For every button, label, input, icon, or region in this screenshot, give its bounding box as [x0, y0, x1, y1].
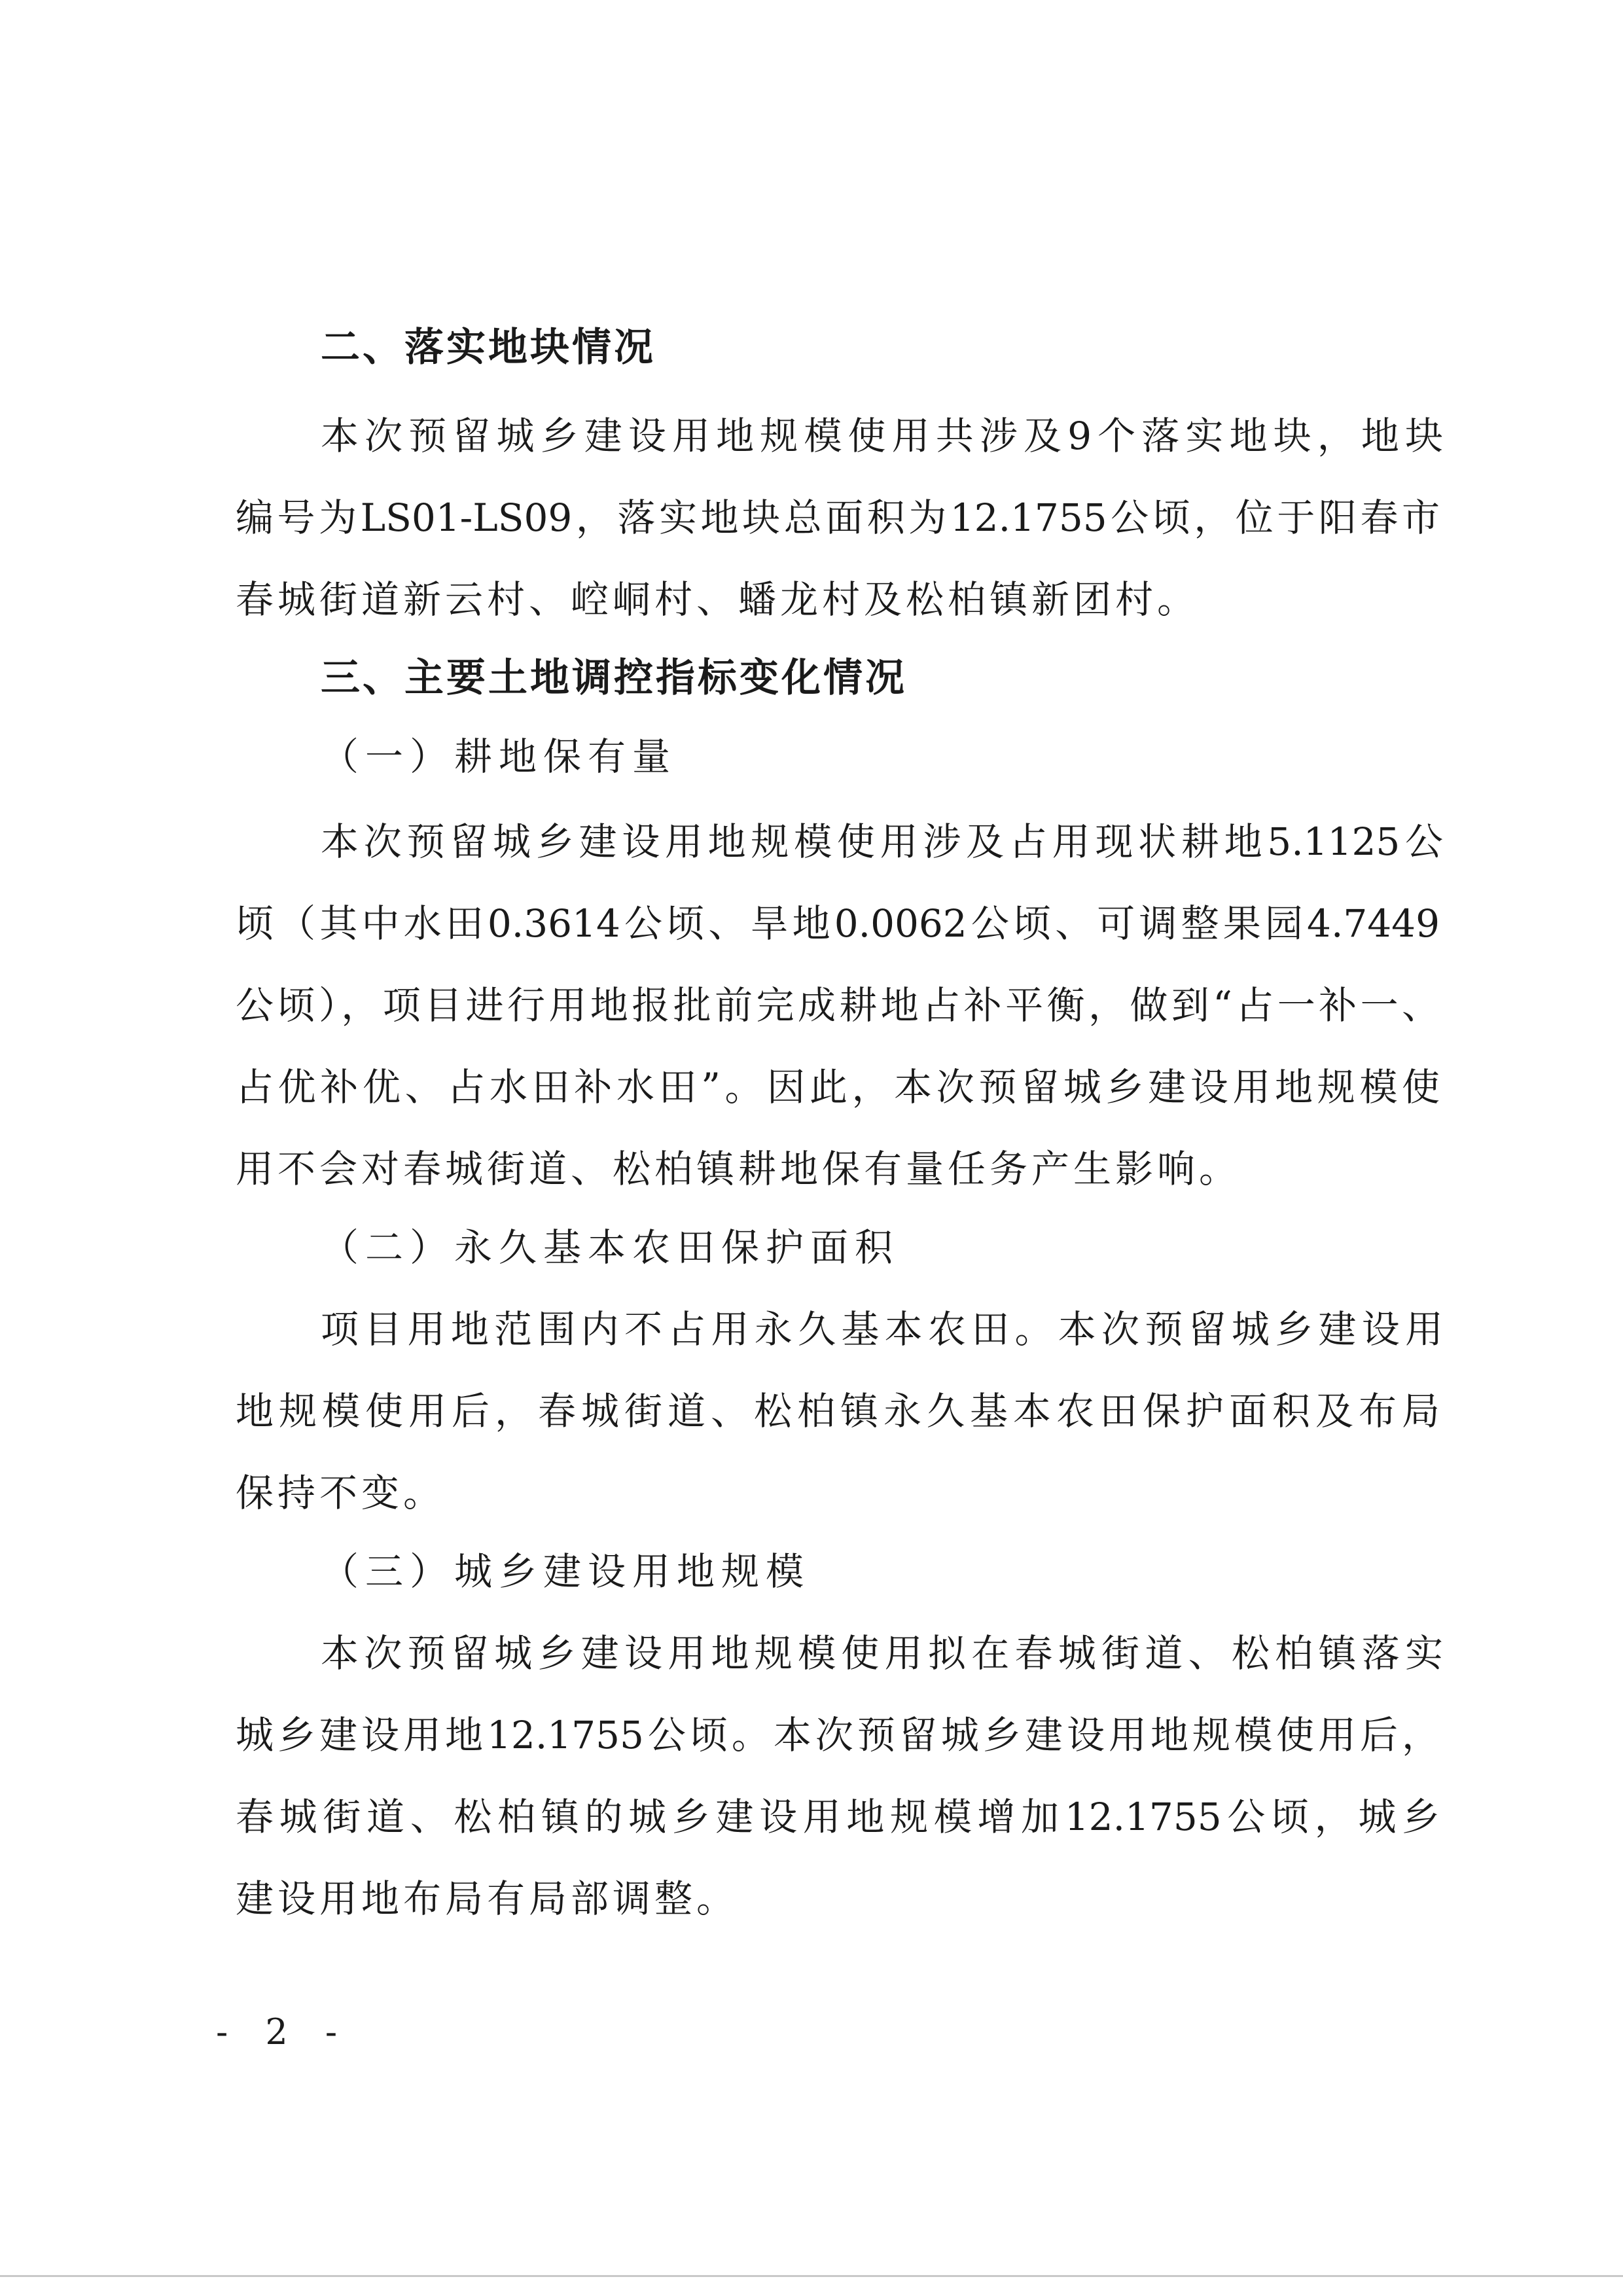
paragraph-line: 占优补优、占水田补水田”。因此，本次预留城乡建设用地规模使: [236, 1065, 1440, 1109]
paragraph-line: 用不会对春城街道、松柏镇耕地保有量任务产生影响。: [236, 1147, 1241, 1191]
section-heading-3: 三、主要土地调控指标变化情况: [321, 655, 907, 701]
paragraph-line: 地规模使用后，春城街道、松柏镇永久基本农田保护面积及布局: [236, 1389, 1440, 1433]
paragraph-line: 本次预留城乡建设用地规模使用涉及占用现状耕地5.1125公: [321, 819, 1443, 864]
bottom-edge-rule: [0, 2275, 1623, 2277]
paragraph-line: 本次预留城乡建设用地规模使用拟在春城街道、松柏镇落实: [321, 1631, 1443, 1676]
page-number: - 2 -: [216, 2011, 351, 2053]
subsection-title-3: （三）城乡建设用地规模: [321, 1549, 811, 1594]
paragraph-line: 春城街道、松柏镇的城乡建设用地规模增加12.1755公顷，城乡: [236, 1795, 1440, 1839]
paragraph-line: 建设用地布局有局部调整。: [236, 1876, 739, 1921]
paragraph-line: 编号为LS01-LS09，落实地块总面积为12.1755公顷，位于阳春市: [236, 495, 1440, 540]
paragraph-line: 本次预留城乡建设用地规模使用共涉及9个落实地块，地块: [321, 414, 1443, 458]
paragraph-line: 项目用地范围内不占用永久基本农田。本次预留城乡建设用: [321, 1307, 1443, 1352]
paragraph-line: 保持不变。: [236, 1471, 446, 1515]
paragraph-line: 公顷），项目进行用地报批前完成耕地占补平衡，做到“占一补一、: [236, 983, 1440, 1028]
subsection-title-2: （二）永久基本农田保护面积: [321, 1225, 900, 1270]
subsection-title-1: （一）耕地保有量: [321, 734, 677, 779]
paragraph-line: 城乡建设用地12.1755公顷。本次预留城乡建设用地规模使用后，: [236, 1713, 1440, 1757]
section-heading-2: 二、落实地块情况: [321, 325, 656, 370]
paragraph-line: 顷（其中水田0.3614公顷、旱地0.0062公顷、可调整果园4.7449: [236, 901, 1440, 946]
paragraph-line: 春城街道新云村、崆峒村、蟠龙村及松柏镇新团村。: [236, 577, 1200, 622]
